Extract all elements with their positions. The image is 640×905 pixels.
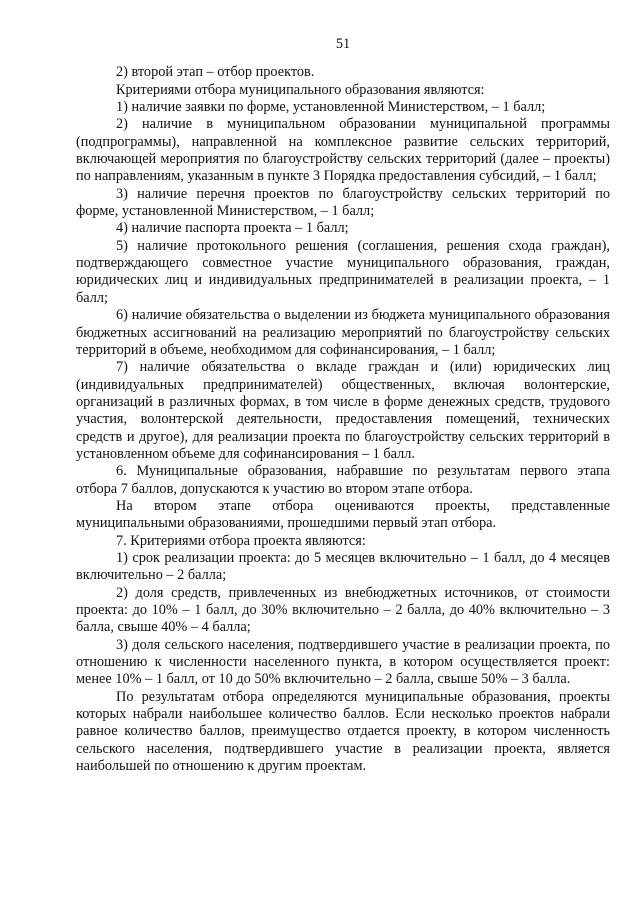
paragraph-stage-two: 2) второй этап – отбор проектов. (116, 64, 315, 81)
paragraph-second-stage: На втором этапе отбора оцениваются проекты, представленные муниципальными образованиями, прошедшими первый этап отбора. (76, 497, 610, 532)
paragraph-criterion-5: 5) наличие протокольного решения (соглашения, решения схода граждан), подтверждающего совместное участие муниципального образования, граждан, юридических лиц и индивидуальных предпринимателей в реализации проекта, – 1 балл; (76, 237, 610, 306)
paragraph-municipal-criteria-intro: Критериями отбора муниципального образования являются: (116, 81, 485, 98)
paragraph-criterion-3: 3) наличие перечня проектов по благоустройству сельских территорий по форме, установленной Министерством, – 1 балл; (76, 185, 610, 220)
paragraph-point-7-intro: 7. Критериями отбора проекта являются: (116, 532, 366, 549)
paragraph-point-6: 6. Муниципальные образования, набравшие по результатам первого этапа отбора 7 баллов, допускаются к участию во втором этапе отбора. (76, 463, 610, 497)
paragraph-project-criterion-3: 3) доля сельского населения, подтвердившего участие в реализации проекта, по отношению к численности населенного пункта, в котором осуществляется проект: менее 10% – 1 балл, от 10 до 50% включительно – 2 балла, свыше 50% – 3 балла. (76, 636, 610, 688)
paragraph-criterion-6: 6) наличие обязательства о выделении из бюджета муниципального образования бюджетных ассигнований на реализацию мероприятий по благоустройству сельских территорий в объеме, необходимом для софинансирования, – 1 балл; (76, 307, 610, 358)
paragraph-criterion-7: 7) наличие обязательства о вкладе граждан и (или) юридических лиц (индивидуальных предпринимателей) общественных, включая волонтерские, организаций в различных формах, в том числе в форме денежных средств, трудового участия, волонтерской деятельности, предоставления помещений, технических средств и другое), для реализации проекта по благоустройству сельских территорий в установленном объеме для софинансирования – 1 балл. (76, 359, 610, 462)
paragraph-criterion-2: 2) наличие в муниципальном образовании муниципальной программы (подпрограммы), направленной на комплексное развитие сельских территорий, включающей мероприятия по благоустройству сельских территорий (далее – проекты) по направлениям, указанным в пункте 3 Порядка предоставления субсидий, – 1 балл; (76, 116, 610, 185)
paragraph-criterion-1: 1) наличие заявки по форме, установленной Министерством, – 1 балл; (116, 99, 546, 116)
paragraph-criterion-4: 4) наличие паспорта проекта – 1 балл; (116, 220, 349, 237)
page-number: 51 (335, 36, 351, 52)
paragraph-project-criterion-2: 2) доля средств, привлеченных из внебюджетных источников, от стоимости проекта: до 10% – 1 балл, до 30% включительно – 2 балла, до 40% включительно – 3 балла, свыше 40% – 4 балла; (76, 584, 610, 636)
paragraph-results: По результатам отбора определяются муниципальные образования, проекты которых набрали наибольшее количество баллов. Если несколько проектов набрали равное количество баллов, преимущество отдается проекту, в котором численность сельского населения, подтвердившего участие в реализации проекта, является наибольшей по отношению к другим проектам. (76, 688, 610, 775)
paragraph-project-criterion-1: 1) срок реализации проекта: до 5 месяцев включительно – 1 балл, до 4 месяцев включительно – 2 балла; (76, 549, 610, 584)
